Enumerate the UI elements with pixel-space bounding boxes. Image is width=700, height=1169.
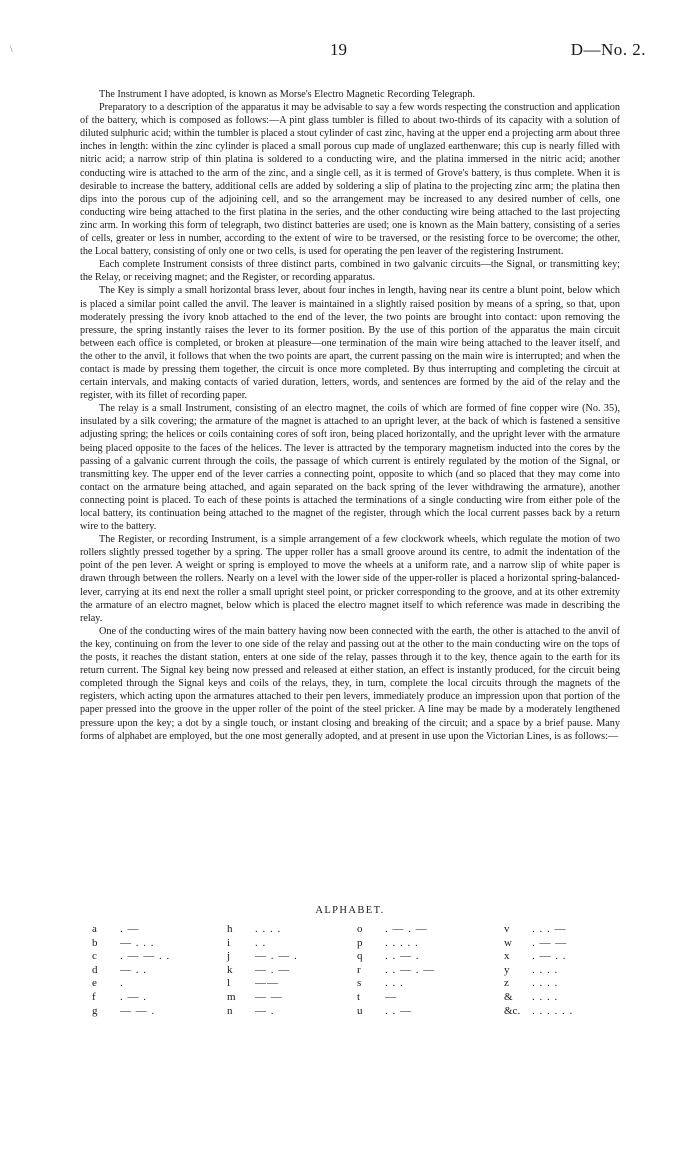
- morse-code: — . . .: [120, 936, 155, 949]
- alphabet-entry: [92, 964, 212, 978]
- morse-code: — —: [255, 990, 283, 1003]
- paragraph: The Register, or recording Instrument, is a simple arrangement of a few clockwork wheels, which regulate the motion of two rollers slightly pressed together by a spring. The upper roller has a small groove around its centre, to admit the indentation of the point of the pen lever. A weight or spring is employed to move the wheels at a uniform rate, and a narrow slip of white paper is drawn through between the rollers. Nearly on a level with the lower side of the upper-roller is placed a horizontal spring-balanced-lever, carrying at its end next the roller a small upright steel point, or pricker corresponding to the groove, and at its other extremity the armature of an electro magnet, below which is placed the electro magnet itself to which reference was made in describing the relay.: [80, 534, 620, 624]
- morse-code: —: [385, 990, 397, 1003]
- paragraph: The Instrument I have adopted, is known as Morse's Electro Magnetic Recording Telegraph.: [99, 89, 476, 100]
- alphabet-entry: [504, 923, 624, 937]
- alphabet-letter: z: [504, 977, 509, 990]
- alphabet-letter: &c.: [504, 1004, 521, 1017]
- morse-code: .: [120, 977, 124, 990]
- morse-code: — — .: [120, 1004, 156, 1017]
- alphabet-letter: b: [92, 936, 98, 949]
- alphabet-entry: [92, 977, 212, 991]
- alphabet-letter: d: [92, 963, 98, 976]
- alphabet-entry: [227, 964, 347, 978]
- alphabet-entry: [357, 991, 477, 1005]
- morse-code: — .: [255, 1004, 275, 1017]
- alphabet-entry: [504, 977, 624, 991]
- alphabet-column: [357, 923, 477, 1018]
- alphabet-entry: [504, 950, 624, 964]
- alphabet-letter: g: [92, 1004, 98, 1017]
- paragraph: Preparatory to a description of the apparatus it may be advisable to say a few words respecting the construction and application of the battery, which is composed as follows:—A pint glass tumbler is filled to about two-thirds of its capacity with a solution of diluted sulphuric acid; within the tumbler is placed a stout cylinder of cast zinc, having at the upper end a projecting arm about three inches in length: within the zinc cylinder is placed a small porous cup made of unglazed earthenware; this cup is nearly filled with nitric acid; a narrow strip of thin platina is soldered to a conducting wire, and the platina immersed in the nitric acid; another conducting wire is attached to the arm of the zinc, and a single cell, as it is termed of Grove's battery, is thus complete. When it is desirable to increase the battery, additional cells are added by soldering a slip of platina to the projecting zinc arm; the platina then dips into the porous cup of the adjoining cell, and so the arrangement may be increased to any desired number of cells, one conducting wire being attached to the first platina in the series, and the other conducting wire being attached to the last projecting zinc arm. In working this form of telegraph, two distinct batteries are used; one is known as the Main battery, consisting of a series of cells, greater or less in number, according to the extent of wire to be traversed, or the resisting force to be overcome; the other, the Local battery, consisting of only one or two cells, is used for operating the pen leaver of the registering Instrument.: [80, 102, 620, 258]
- alphabet-letter: n: [227, 1004, 233, 1017]
- morse-code: . . —: [385, 1004, 412, 1017]
- paragraph: One of the conducting wires of the main battery having now been connected with the earth, the other is attached to the anvil of the key, continuing on from the lever to one side of the relay and passing out at the other to the main conducting wire on the tops of the posts, it reaches the distant station, enters at one side of the relay, passes through it to the key, thence again to the earth for its return current. The Signal key being now pressed and released at either station, an effect is instantly produced, for the circuit being completed through the Signal keys and coils of the relays, they, in turn, complete the local circuits through the magnets of the registers, which acting upon the armatures attached to their pen levers, immediately produce an impression upon that portion of the paper pressed into the groove in the upper roller of the point of the steel pricker. A line may be made by a moderately lengthened pressure upon the key; a dot by a single touch, or instant closing and breaking of the circuit; and a space by a brief pause. Many forms of alphabet are employed, but the one most generally adopted, and at present in use upon the Victorian Lines, is as follows:—: [80, 625, 620, 742]
- alphabet-entry: [227, 991, 347, 1005]
- alphabet-letter: r: [357, 963, 361, 976]
- alphabet-entry: [504, 1005, 624, 1019]
- alphabet-letter: q: [357, 950, 363, 963]
- alphabet-entry: [504, 964, 624, 978]
- morse-code: . — —: [532, 936, 568, 949]
- alphabet-entry: [357, 964, 477, 978]
- paragraph: Each complete Instrument consists of three distinct parts, combined in two galvanic circuits—the Signal, or transmitting key; the Relay, or receiving magnet; and the Register, or recording apparatus.: [80, 259, 620, 284]
- alphabet-entry: [227, 923, 347, 937]
- morse-code: — . —: [255, 963, 291, 976]
- alphabet-letter: a: [92, 923, 97, 935]
- page-header: [0, 40, 700, 64]
- alphabet-letter: w: [504, 936, 512, 949]
- morse-code: — . — .: [255, 950, 298, 963]
- alphabet-letter: o: [357, 923, 363, 935]
- morse-code: . — . .: [532, 950, 567, 963]
- morse-code: ——: [255, 977, 279, 990]
- alphabet-entry: [92, 991, 212, 1005]
- alphabet-column: [227, 923, 347, 1018]
- alphabet-letter: j: [227, 950, 231, 963]
- alphabet-entry: [357, 950, 477, 964]
- alphabet-entry: [504, 937, 624, 951]
- alphabet-entry: [227, 937, 347, 951]
- alphabet-column: [504, 923, 624, 1018]
- alphabet-entry: [227, 950, 347, 964]
- alphabet-letter: m: [227, 990, 236, 1003]
- alphabet-letter: y: [504, 963, 510, 976]
- alphabet-entry: [92, 937, 212, 951]
- alphabet-entry: [357, 977, 477, 991]
- document-id: D—No. 2.: [570, 40, 646, 59]
- morse-code: . . . .: [255, 923, 282, 935]
- alphabet-letter: l: [227, 977, 231, 990]
- paragraph: The Key is simply a small horizontal brass lever, about four inches in length, having near its centre a blunt point, below which is placed a similar point called the anvil. The leaver is maintained in a slightly raised position by means of a spring, so that, upon moderately pressing the ivory knob attached to the end of the lever, the two points are brought into contact: upon removing the pressure, the spring instantly raises the lever to its former position. By the use of this portion of the apparatus the main circuit between each office is completed, or broken at pleasure—one termination of the main wire being attached to the leaver itself, and the other to the anvil, it follows that when the two points are apart, the current passing on the main wire is interrupted; and when the contact is made by pressing them together, the circuit is once more completed. By thus interrupting and completing the circuit at certain intervals, and making contacts of varied duration, letters, words, and sentences are formed by the aid of the relay and the register, with its fillet of recording paper.: [80, 285, 620, 402]
- alphabet-entry: [357, 937, 477, 951]
- morse-code: . . .: [385, 977, 404, 990]
- alphabet-letter: p: [357, 936, 363, 949]
- morse-code: . . . . .: [385, 936, 419, 949]
- morse-code: . . . . . .: [532, 1004, 574, 1017]
- alphabet-letter: s: [357, 977, 362, 990]
- morse-code: . —: [120, 923, 140, 935]
- morse-code: . . — . —: [385, 963, 436, 976]
- alphabet-entry: [357, 923, 477, 937]
- morse-code: — . .: [120, 963, 147, 976]
- margin-mark: \: [10, 44, 13, 54]
- alphabet-entry: [92, 950, 212, 964]
- alphabet-letter: e: [92, 977, 97, 990]
- morse-code: . — . —: [385, 923, 428, 935]
- alphabet-letter: &: [504, 990, 513, 1003]
- alphabet-letter: h: [227, 923, 233, 935]
- alphabet-entry: [357, 1005, 477, 1019]
- alphabet-entry: [504, 991, 624, 1005]
- morse-code: . . — .: [385, 950, 420, 963]
- alphabet-letter: f: [92, 990, 96, 1003]
- morse-code: . . . .: [532, 963, 559, 976]
- morse-code: . — .: [120, 990, 147, 1003]
- alphabet-table: [92, 923, 612, 1048]
- alphabet-entry: [92, 1005, 212, 1019]
- alphabet-letter: c: [92, 950, 97, 963]
- body-text: [80, 88, 620, 743]
- alphabet-letter: u: [357, 1004, 363, 1017]
- alphabet-letter: v: [504, 923, 510, 935]
- alphabet-letter: t: [357, 990, 361, 1003]
- alphabet-letter: i: [227, 936, 231, 949]
- paragraph: The relay is a small Instrument, consisting of an electro magnet, the coils of which are formed of fine copper wire (No. 35), insulated by a silk covering; the armature of the magnet is attached to an upright lever, at the back of which is fastened a sensitive adjusting spring; the helices or coils containing cores of soft iron, being placed horizontally, and the upright lever with the armature being placed opposite to the faces of the helices. The lever is attracted by the temporary magnetism inducted into the cores by the passing of a galvanic current through the coils, the passage of which current is entirely regulated by the motion of the Signal, or transmitting key. The upper end of the lever carries a connecting point, opposite to which (and so placed that they may come into contact on the armature being attached, and again separated on the back spring of the lever withdrawing the armature), another connecting point is placed. To each of these points is attached the terminations of a single conducting wire from either pole of the local battery, its continuation being attached to the magnet of the register, through which the local current passes back by a return wire to the battery.: [80, 403, 620, 533]
- alphabet-entry: [92, 923, 212, 937]
- morse-code: . .: [255, 936, 267, 949]
- morse-code: . . . .: [532, 977, 559, 990]
- alphabet-column: [92, 923, 212, 1018]
- morse-code: . — — . .: [120, 950, 171, 963]
- alphabet-entry: [227, 977, 347, 991]
- morse-code: . . . .: [532, 990, 559, 1003]
- alphabet-letter: k: [227, 963, 233, 976]
- alphabet-entry: [227, 1005, 347, 1019]
- alphabet-letter: x: [504, 950, 510, 963]
- alphabet-title: ALPHABET.: [315, 905, 385, 916]
- page-number: 19: [330, 40, 347, 59]
- morse-code: . . . —: [532, 923, 567, 935]
